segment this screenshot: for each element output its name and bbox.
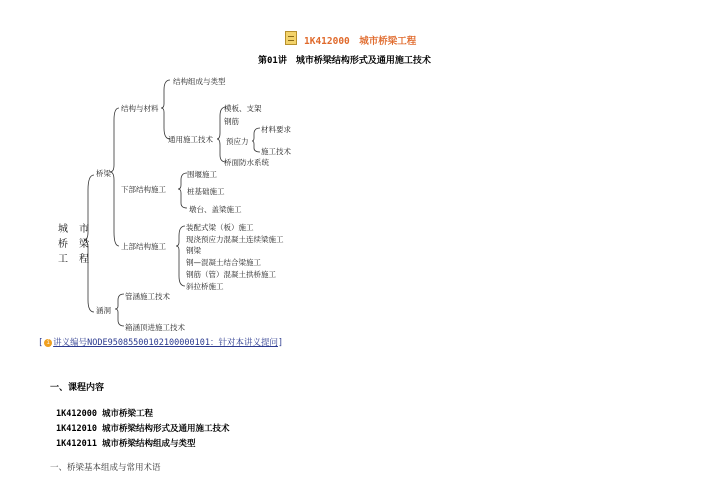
tree-node-pipe-culvert: 管涵施工技术 <box>125 292 170 301</box>
structure-bracket <box>161 80 170 139</box>
tree-node-structure-material: 结构与材料 <box>121 104 159 113</box>
tree-node-general-tech: 通用施工技术 <box>168 135 213 144</box>
tree-root-label: 城 市 桥 梁 工 程 <box>58 224 90 265</box>
left-bracket: [ <box>38 338 44 348</box>
page-title: 1K412000 城市桥梁工程 <box>304 36 417 47</box>
tree-node-formwork: 模板、支架 <box>224 104 262 113</box>
tree-node-culvert: 涵洞 <box>96 306 111 315</box>
course-line: 1K412000 城市桥梁工程 <box>56 409 154 419</box>
course-line: 1K412010 城市桥梁结构形式及通用施工技术 <box>56 424 230 434</box>
page-subtitle: 第01讲 城市桥梁结构形式及通用施工技术 <box>258 56 431 66</box>
tree-node-super-item: 钢—混凝土结合梁施工 <box>186 258 261 267</box>
tree-node-box-culvert: 箱涵顶进施工技术 <box>125 323 185 332</box>
tree-node-material-req: 材料要求 <box>261 125 291 134</box>
handout-link-row <box>38 336 283 348</box>
tree-node-super-item: 装配式梁（板）施工 <box>186 223 254 232</box>
info-icon: i <box>44 339 52 347</box>
tree-node-deck-waterproof: 桥面防水系统 <box>224 158 269 167</box>
tree-node-prestress: 预应力 <box>226 137 249 146</box>
right-bracket: ] <box>277 338 284 348</box>
tree-node-cofferdam: 围堰施工 <box>187 170 217 179</box>
handout-question-link[interactable]: 讲义编号NODE95085500102100000101：针对本讲义提问 <box>53 338 278 348</box>
tree-node-substructure: 下部结构施工 <box>121 185 166 194</box>
course-line: 1K412011 城市桥梁结构组成与类型 <box>56 439 196 449</box>
section-title: 一、课程内容 <box>50 383 105 393</box>
tree-node-bridge: 桥梁 <box>96 169 111 178</box>
tree-node-pile-foundation: 桩基础施工 <box>187 187 225 196</box>
substructure-bracket <box>178 173 187 208</box>
subsection-title: 一、桥梁基本组成与常用术语 <box>50 463 161 473</box>
superstructure-bracket <box>176 226 185 286</box>
culvert-bracket <box>115 294 124 326</box>
tree-node-super-item: 钢梁 <box>186 246 201 255</box>
tree-node-superstructure: 上部结构施工 <box>121 242 166 251</box>
prestress-bracket <box>252 128 260 152</box>
tree-node-pier-cap: 墩台、盖梁施工 <box>189 205 242 214</box>
tree-node-rebar: 钢筋 <box>224 117 239 126</box>
tree-node-construction-tech: 施工技术 <box>261 147 291 156</box>
tree-node-super-item: 现浇预应力混凝土连续梁施工 <box>186 235 284 244</box>
tree-node-super-item: 钢筋（管）混凝土拱桥施工 <box>186 270 276 279</box>
tree-node-super-item: 斜拉桥施工 <box>186 282 224 291</box>
bridge-bracket <box>110 108 119 246</box>
tree-node-structure-types: 结构组成与类型 <box>173 77 226 86</box>
